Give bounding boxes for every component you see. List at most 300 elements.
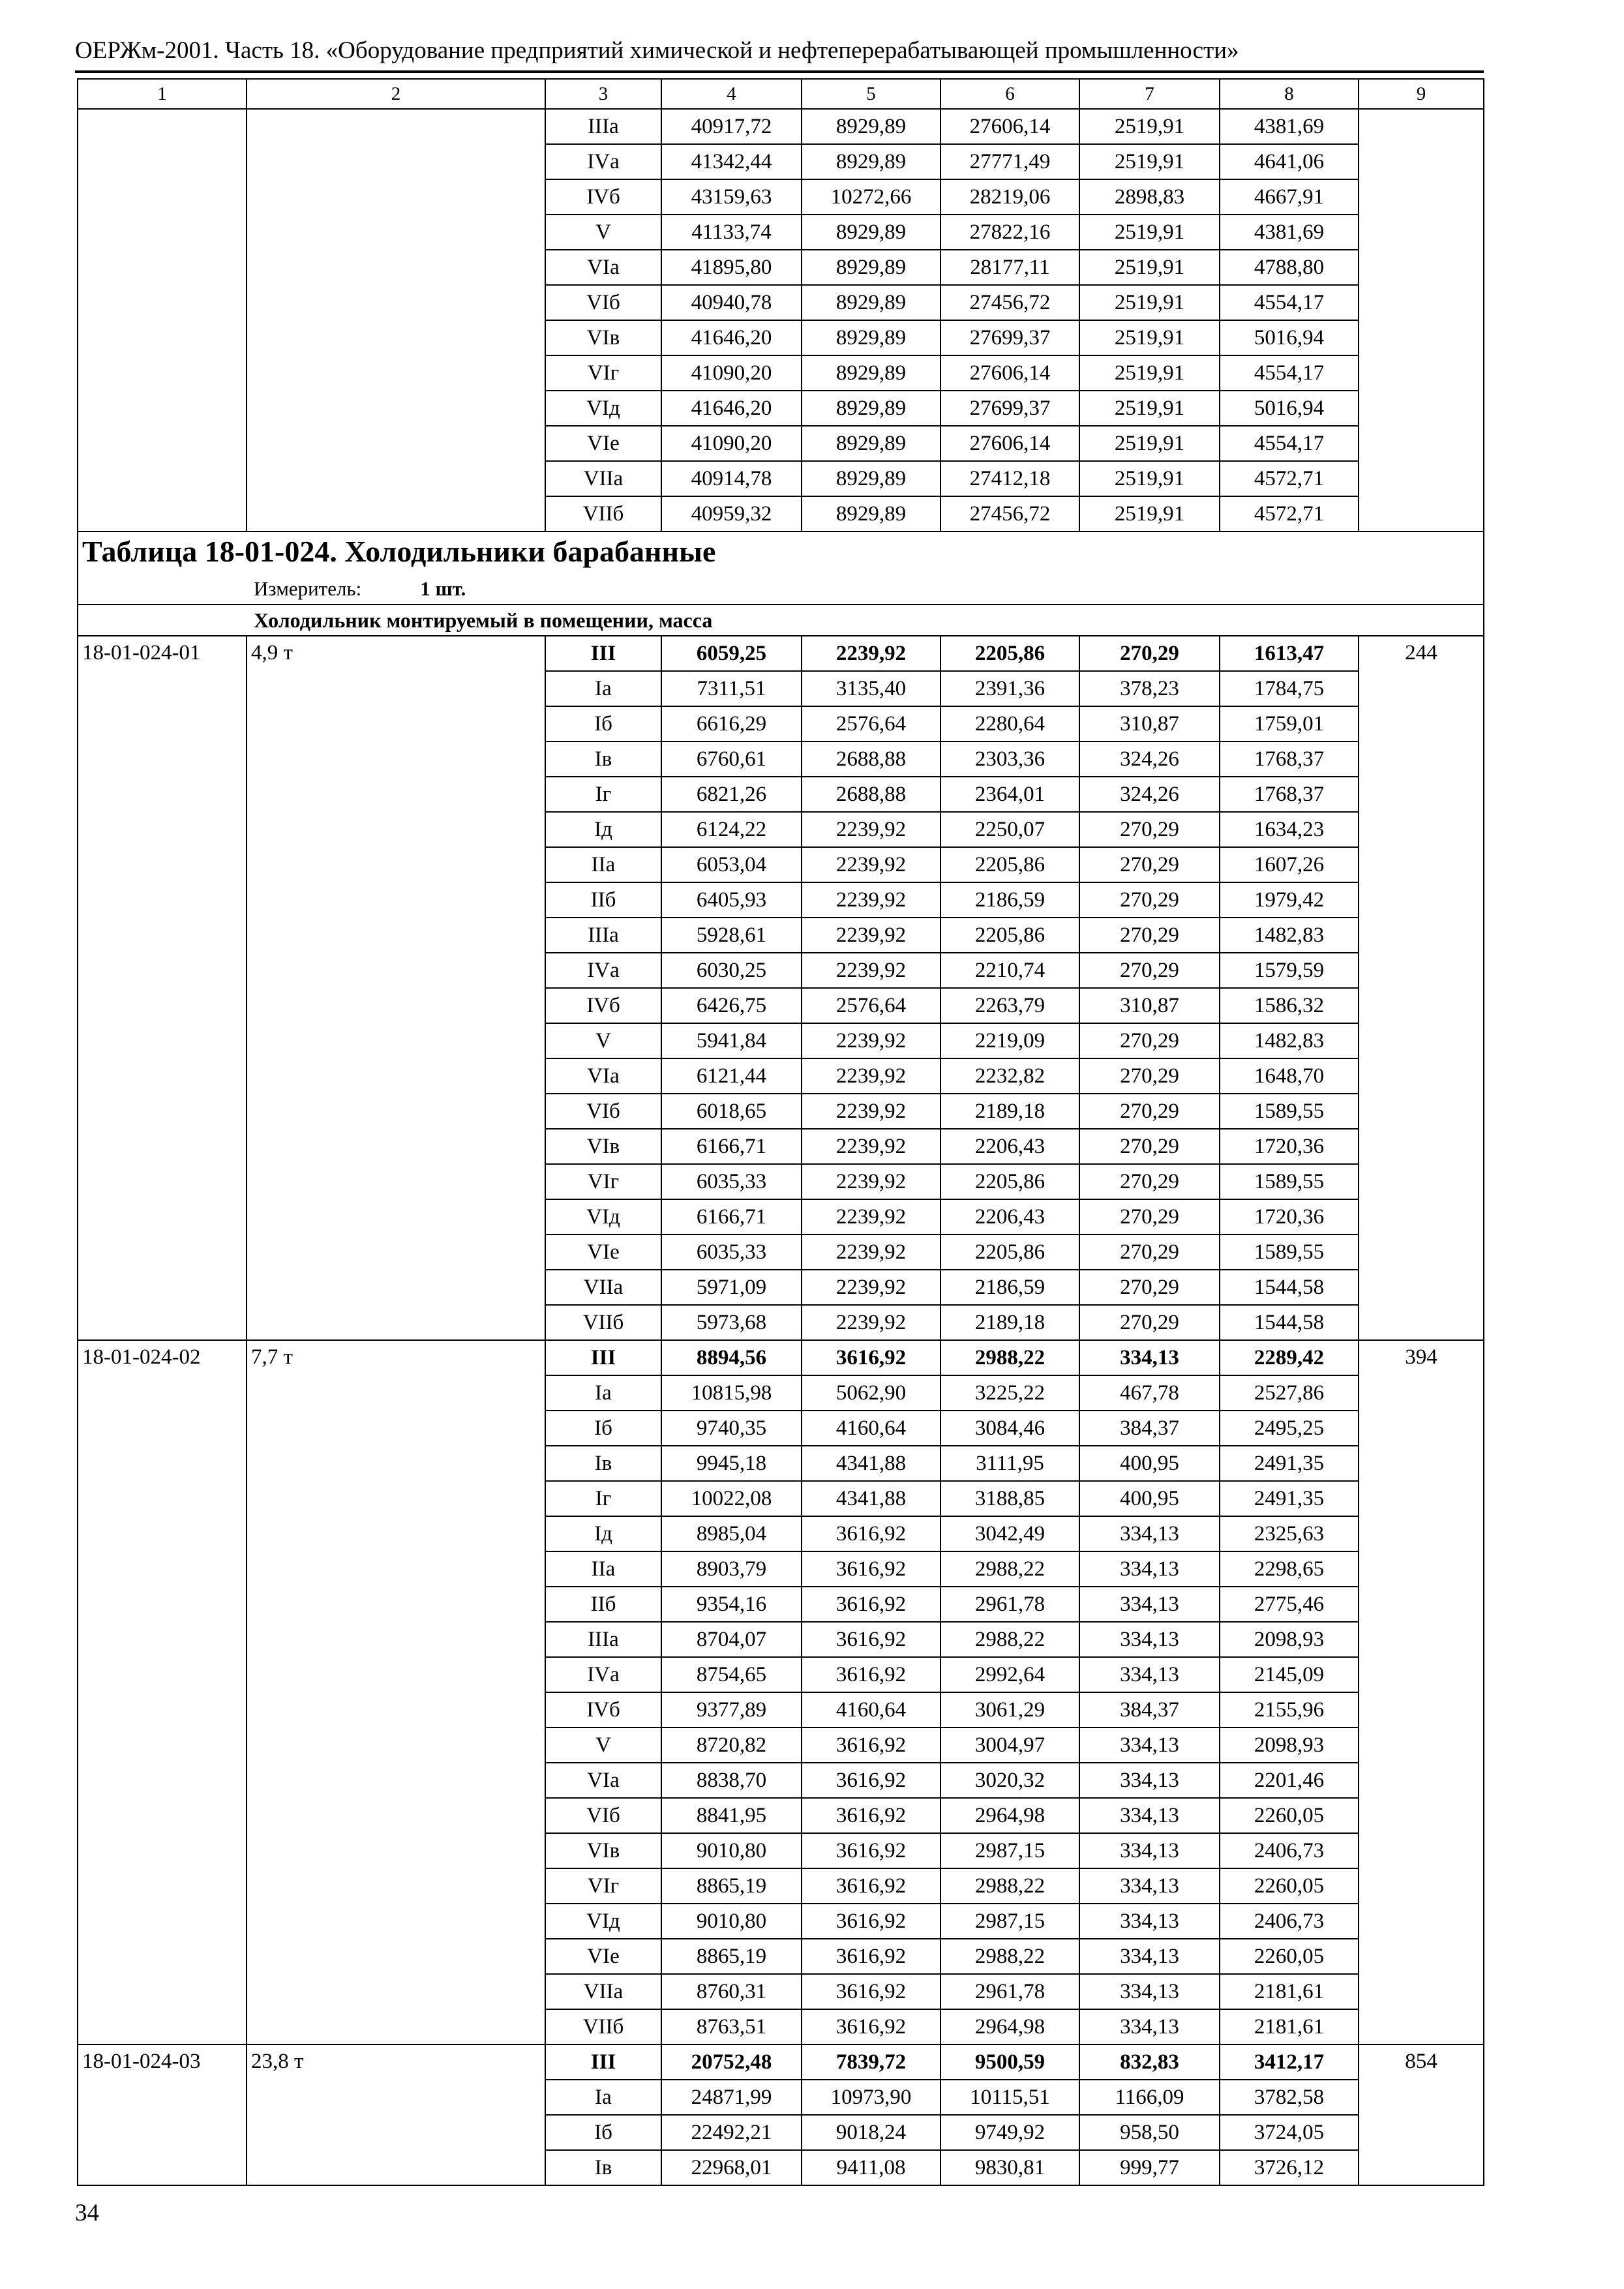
value-cell: 2961,78 bbox=[940, 1587, 1079, 1622]
value-cell: 2201,46 bbox=[1220, 1763, 1359, 1798]
value-cell: 41342,44 bbox=[661, 144, 802, 179]
value-cell: 8929,89 bbox=[802, 285, 940, 320]
value-cell: 1720,36 bbox=[1220, 1129, 1359, 1164]
value-cell: 2239,92 bbox=[802, 1234, 940, 1270]
value-cell: 2280,64 bbox=[940, 706, 1079, 741]
value-cell: 3616,92 bbox=[802, 1974, 940, 2009]
value-cell: 270,29 bbox=[1079, 1129, 1220, 1164]
value-cell: 2519,91 bbox=[1079, 426, 1220, 461]
code-cell: 18-01-024-01 bbox=[78, 636, 247, 1340]
value-cell: 5016,94 bbox=[1220, 320, 1359, 355]
value-cell: 3616,92 bbox=[802, 1587, 940, 1622]
value-cell: 8763,51 bbox=[661, 2009, 802, 2044]
value-cell: 6405,93 bbox=[661, 882, 802, 918]
value-cell: 6053,04 bbox=[661, 847, 802, 882]
value-cell: 832,83 bbox=[1079, 2044, 1220, 2080]
column-number: 5 bbox=[802, 79, 940, 109]
value-cell: 1589,55 bbox=[1220, 1234, 1359, 1270]
value-cell: 10973,90 bbox=[802, 2080, 940, 2115]
mass-cell: 4,9 т bbox=[247, 636, 545, 1340]
value-cell: 384,37 bbox=[1079, 1692, 1220, 1728]
zone-cell: VIд bbox=[545, 1904, 661, 1939]
value-cell: 4554,17 bbox=[1220, 355, 1359, 391]
zone-cell: IIIа bbox=[545, 918, 661, 953]
value-cell: 4572,71 bbox=[1220, 461, 1359, 496]
value-cell: 999,77 bbox=[1079, 2150, 1220, 2185]
mass-cell: 7,7 т bbox=[247, 1340, 545, 2044]
value-cell: 2988,22 bbox=[940, 1868, 1079, 1904]
value-cell: 2239,92 bbox=[802, 918, 940, 953]
zone-cell: Iд bbox=[545, 1516, 661, 1551]
value-cell: 41895,80 bbox=[661, 250, 802, 285]
value-cell: 2519,91 bbox=[1079, 144, 1220, 179]
value-cell: 3020,32 bbox=[940, 1763, 1079, 1798]
column-number: 1 bbox=[78, 79, 247, 109]
value-cell: 6121,44 bbox=[661, 1058, 802, 1094]
value-cell: 2260,05 bbox=[1220, 1798, 1359, 1833]
value-cell: 8929,89 bbox=[802, 355, 940, 391]
value-cell: 2987,15 bbox=[940, 1904, 1079, 1939]
column-number: 7 bbox=[1079, 79, 1220, 109]
value-cell: 3616,92 bbox=[802, 2009, 940, 2044]
value-cell: 27771,49 bbox=[940, 144, 1079, 179]
value-cell: 2232,82 bbox=[940, 1058, 1079, 1094]
value-cell: 1768,37 bbox=[1220, 777, 1359, 812]
value-cell: 2987,15 bbox=[940, 1833, 1079, 1868]
value-cell: 4341,88 bbox=[802, 1481, 940, 1516]
code-cell: 18-01-024-02 bbox=[78, 1340, 247, 2044]
value-cell: 3042,49 bbox=[940, 1516, 1079, 1551]
value-cell: 2576,64 bbox=[802, 706, 940, 741]
value-cell: 2964,98 bbox=[940, 2009, 1079, 2044]
value-cell: 3616,92 bbox=[802, 1728, 940, 1763]
section-row bbox=[78, 605, 1484, 636]
value-cell: 27606,14 bbox=[940, 109, 1079, 144]
value-cell: 41090,20 bbox=[661, 355, 802, 391]
value-cell: 27412,18 bbox=[940, 461, 1079, 496]
value-cell: 3111,95 bbox=[940, 1446, 1079, 1481]
value-cell: 27456,72 bbox=[940, 285, 1079, 320]
value-cell: 270,29 bbox=[1079, 882, 1220, 918]
value-cell: 2155,96 bbox=[1220, 1692, 1359, 1728]
value-cell: 8760,31 bbox=[661, 1974, 802, 2009]
value-cell: 2239,92 bbox=[802, 1129, 940, 1164]
value-cell: 2364,01 bbox=[940, 777, 1079, 812]
unit-value: 1 шт. bbox=[420, 577, 466, 600]
value-cell: 4788,80 bbox=[1220, 250, 1359, 285]
value-cell: 334,13 bbox=[1079, 1939, 1220, 1974]
zone-cell: V bbox=[545, 215, 661, 250]
value-cell: 27606,14 bbox=[940, 355, 1079, 391]
value-cell: 27699,37 bbox=[940, 391, 1079, 426]
value-cell: 9945,18 bbox=[661, 1446, 802, 1481]
value-cell: 2098,93 bbox=[1220, 1622, 1359, 1657]
value-cell: 2688,88 bbox=[802, 741, 940, 777]
price-table bbox=[77, 78, 1484, 2186]
value-cell: 1544,58 bbox=[1220, 1305, 1359, 1340]
page-number: 34 bbox=[75, 2200, 99, 2226]
value-cell: 8929,89 bbox=[802, 215, 940, 250]
code-cell bbox=[78, 109, 247, 531]
value-cell: 334,13 bbox=[1079, 1657, 1220, 1692]
value-cell: 9377,89 bbox=[661, 1692, 802, 1728]
value-cell: 400,95 bbox=[1079, 1446, 1220, 1481]
table-title-row bbox=[78, 531, 1484, 574]
value-cell: 1166,09 bbox=[1079, 2080, 1220, 2115]
value-cell: 1607,26 bbox=[1220, 847, 1359, 882]
value-cell: 8754,65 bbox=[661, 1657, 802, 1692]
value-cell: 6035,33 bbox=[661, 1234, 802, 1270]
value-cell: 2219,09 bbox=[940, 1023, 1079, 1058]
value-cell: 2205,86 bbox=[940, 636, 1079, 671]
zone-cell: Iв bbox=[545, 1446, 661, 1481]
value-cell: 270,29 bbox=[1079, 1094, 1220, 1129]
value-cell: 8929,89 bbox=[802, 144, 940, 179]
column-number: 6 bbox=[940, 79, 1079, 109]
value-cell: 7839,72 bbox=[802, 2044, 940, 2080]
zone-cell: VIд bbox=[545, 391, 661, 426]
value-cell: 2495,25 bbox=[1220, 1411, 1359, 1446]
value-cell: 9740,35 bbox=[661, 1411, 802, 1446]
zone-cell: Iб bbox=[545, 2115, 661, 2150]
value-cell: 2519,91 bbox=[1079, 496, 1220, 531]
zone-cell: VIе bbox=[545, 1234, 661, 1270]
table-row bbox=[78, 1340, 1484, 1375]
value-cell: 2186,59 bbox=[940, 882, 1079, 918]
value-cell: 9749,92 bbox=[940, 2115, 1079, 2150]
value-cell: 6616,29 bbox=[661, 706, 802, 741]
value-cell: 2491,35 bbox=[1220, 1481, 1359, 1516]
value-cell: 4667,91 bbox=[1220, 179, 1359, 215]
value-cell: 27606,14 bbox=[940, 426, 1079, 461]
value-cell: 2260,05 bbox=[1220, 1939, 1359, 1974]
value-cell: 2206,43 bbox=[940, 1199, 1079, 1234]
column-number: 2 bbox=[247, 79, 545, 109]
value-cell: 1768,37 bbox=[1220, 741, 1359, 777]
value-cell: 3616,92 bbox=[802, 1868, 940, 1904]
value-cell: 3616,92 bbox=[802, 1657, 940, 1692]
value-cell: 3616,92 bbox=[802, 1340, 940, 1375]
section-cell bbox=[78, 605, 1484, 636]
zone-cell: VIв bbox=[545, 1129, 661, 1164]
value-cell: 6760,61 bbox=[661, 741, 802, 777]
value-cell: 2205,86 bbox=[940, 1234, 1079, 1270]
zone-cell: VIб bbox=[545, 1798, 661, 1833]
value-cell: 8903,79 bbox=[661, 1551, 802, 1587]
value-cell: 3135,40 bbox=[802, 671, 940, 706]
value-cell: 24871,99 bbox=[661, 2080, 802, 2115]
value-cell: 4381,69 bbox=[1220, 215, 1359, 250]
value-cell: 27456,72 bbox=[940, 496, 1079, 531]
value-cell: 2406,73 bbox=[1220, 1833, 1359, 1868]
value-cell: 270,29 bbox=[1079, 1058, 1220, 1094]
value-cell: 1634,23 bbox=[1220, 812, 1359, 847]
zone-cell: IVа bbox=[545, 144, 661, 179]
value-cell: 2519,91 bbox=[1079, 355, 1220, 391]
column-number: 9 bbox=[1359, 79, 1484, 109]
value-cell: 5971,09 bbox=[661, 1270, 802, 1305]
value-cell: 3084,46 bbox=[940, 1411, 1079, 1446]
value-cell: 2239,92 bbox=[802, 882, 940, 918]
value-cell: 1720,36 bbox=[1220, 1199, 1359, 1234]
zone-cell: VIг bbox=[545, 1164, 661, 1199]
page-header: ОЕРЖм-2001. Часть 18. «Оборудование предприятий химической и нефтеперерабатывающей промышленности» bbox=[75, 37, 1239, 64]
zone-cell: VIд bbox=[545, 1199, 661, 1234]
table-row bbox=[78, 2044, 1484, 2080]
col9-cell: 394 bbox=[1359, 1340, 1484, 2044]
value-cell: 1544,58 bbox=[1220, 1270, 1359, 1305]
value-cell: 3726,12 bbox=[1220, 2150, 1359, 2185]
value-cell: 3225,22 bbox=[940, 1375, 1079, 1411]
value-cell: 2250,07 bbox=[940, 812, 1079, 847]
zone-cell: IVб bbox=[545, 988, 661, 1023]
value-cell: 270,29 bbox=[1079, 1199, 1220, 1234]
value-cell: 3004,97 bbox=[940, 1728, 1079, 1763]
zone-cell: Iд bbox=[545, 812, 661, 847]
value-cell: 4160,64 bbox=[802, 1411, 940, 1446]
value-cell: 310,87 bbox=[1079, 706, 1220, 741]
value-cell: 2391,36 bbox=[940, 671, 1079, 706]
value-cell: 40959,32 bbox=[661, 496, 802, 531]
section-title: Холодильник монтируемый в помещении, масса bbox=[254, 608, 713, 632]
column-number: 4 bbox=[661, 79, 802, 109]
value-cell: 8929,89 bbox=[802, 250, 940, 285]
value-cell: 41133,74 bbox=[661, 215, 802, 250]
value-cell: 1648,70 bbox=[1220, 1058, 1359, 1094]
value-cell: 6018,65 bbox=[661, 1094, 802, 1129]
header-rule bbox=[75, 70, 1484, 73]
zone-cell: V bbox=[545, 1023, 661, 1058]
value-cell: 2189,18 bbox=[940, 1305, 1079, 1340]
zone-cell: Iг bbox=[545, 777, 661, 812]
value-cell: 9010,80 bbox=[661, 1904, 802, 1939]
zone-cell: Iа bbox=[545, 2080, 661, 2115]
value-cell: 8929,89 bbox=[802, 426, 940, 461]
zone-cell: III bbox=[545, 2044, 661, 2080]
value-cell: 8929,89 bbox=[802, 391, 940, 426]
value-cell: 2263,79 bbox=[940, 988, 1079, 1023]
value-cell: 2898,83 bbox=[1079, 179, 1220, 215]
value-cell: 8929,89 bbox=[802, 109, 940, 144]
zone-cell: VIIб bbox=[545, 496, 661, 531]
value-cell: 2210,74 bbox=[940, 953, 1079, 988]
value-cell: 2189,18 bbox=[940, 1094, 1079, 1129]
zone-cell: IVа bbox=[545, 1657, 661, 1692]
value-cell: 1784,75 bbox=[1220, 671, 1359, 706]
value-cell: 334,13 bbox=[1079, 1904, 1220, 1939]
value-cell: 3616,92 bbox=[802, 1516, 940, 1551]
value-cell: 2239,92 bbox=[802, 847, 940, 882]
zone-cell: Iг bbox=[545, 1481, 661, 1516]
value-cell: 2098,93 bbox=[1220, 1728, 1359, 1763]
value-cell: 3724,05 bbox=[1220, 2115, 1359, 2150]
value-cell: 2298,65 bbox=[1220, 1551, 1359, 1587]
value-cell: 1482,83 bbox=[1220, 918, 1359, 953]
zone-cell: Iб bbox=[545, 1411, 661, 1446]
value-cell: 2239,92 bbox=[802, 1094, 940, 1129]
value-cell: 4160,64 bbox=[802, 1692, 940, 1728]
value-cell: 8929,89 bbox=[802, 496, 940, 531]
value-cell: 2406,73 bbox=[1220, 1904, 1359, 1939]
value-cell: 334,13 bbox=[1079, 1974, 1220, 2009]
value-cell: 2519,91 bbox=[1079, 215, 1220, 250]
value-cell: 2491,35 bbox=[1220, 1446, 1359, 1481]
value-cell: 10815,98 bbox=[661, 1375, 802, 1411]
value-cell: 9010,80 bbox=[661, 1833, 802, 1868]
value-cell: 6124,22 bbox=[661, 812, 802, 847]
value-cell: 6426,75 bbox=[661, 988, 802, 1023]
value-cell: 2181,61 bbox=[1220, 1974, 1359, 2009]
value-cell: 334,13 bbox=[1079, 1833, 1220, 1868]
value-cell: 1589,55 bbox=[1220, 1094, 1359, 1129]
value-cell: 22492,21 bbox=[661, 2115, 802, 2150]
value-cell: 3616,92 bbox=[802, 1763, 940, 1798]
value-cell: 310,87 bbox=[1079, 988, 1220, 1023]
value-cell: 28177,11 bbox=[940, 250, 1079, 285]
value-cell: 9500,59 bbox=[940, 2044, 1079, 2080]
value-cell: 270,29 bbox=[1079, 953, 1220, 988]
unit-cell bbox=[78, 574, 1484, 605]
value-cell: 8704,07 bbox=[661, 1622, 802, 1657]
value-cell: 20752,48 bbox=[661, 2044, 802, 2080]
value-cell: 6030,25 bbox=[661, 953, 802, 988]
zone-cell: III bbox=[545, 636, 661, 671]
value-cell: 5016,94 bbox=[1220, 391, 1359, 426]
value-cell: 334,13 bbox=[1079, 1340, 1220, 1375]
zone-cell: VIIб bbox=[545, 2009, 661, 2044]
value-cell: 2519,91 bbox=[1079, 250, 1220, 285]
value-cell: 2576,64 bbox=[802, 988, 940, 1023]
zone-cell: IIа bbox=[545, 1551, 661, 1587]
value-cell: 9018,24 bbox=[802, 2115, 940, 2150]
column-number: 8 bbox=[1220, 79, 1359, 109]
value-cell: 6166,71 bbox=[661, 1199, 802, 1234]
value-cell: 3616,92 bbox=[802, 1904, 940, 1939]
value-cell: 2325,63 bbox=[1220, 1516, 1359, 1551]
value-cell: 334,13 bbox=[1079, 1587, 1220, 1622]
value-cell: 10272,66 bbox=[802, 179, 940, 215]
value-cell: 9411,08 bbox=[802, 2150, 940, 2185]
col9-cell: 854 bbox=[1359, 2044, 1484, 2185]
value-cell: 334,13 bbox=[1079, 2009, 1220, 2044]
value-cell: 378,23 bbox=[1079, 671, 1220, 706]
description-cell bbox=[247, 109, 545, 531]
value-cell: 270,29 bbox=[1079, 847, 1220, 882]
value-cell: 2988,22 bbox=[940, 1340, 1079, 1375]
value-cell: 2181,61 bbox=[1220, 2009, 1359, 2044]
zone-cell: V bbox=[545, 1728, 661, 1763]
zone-cell: VIв bbox=[545, 1833, 661, 1868]
value-cell: 1482,83 bbox=[1220, 1023, 1359, 1058]
value-cell: 3782,58 bbox=[1220, 2080, 1359, 2115]
value-cell: 3616,92 bbox=[802, 1622, 940, 1657]
value-cell: 2239,92 bbox=[802, 1199, 940, 1234]
value-cell: 4641,06 bbox=[1220, 144, 1359, 179]
value-cell: 334,13 bbox=[1079, 1798, 1220, 1833]
zone-cell: IIб bbox=[545, 1587, 661, 1622]
zone-cell: VIIб bbox=[545, 1305, 661, 1340]
value-cell: 8720,82 bbox=[661, 1728, 802, 1763]
unit-row bbox=[78, 574, 1484, 605]
mass-cell: 23,8 т bbox=[247, 2044, 545, 2185]
value-cell: 1586,32 bbox=[1220, 988, 1359, 1023]
value-cell: 400,95 bbox=[1079, 1481, 1220, 1516]
value-cell: 28219,06 bbox=[940, 179, 1079, 215]
value-cell: 2205,86 bbox=[940, 847, 1079, 882]
value-cell: 8865,19 bbox=[661, 1868, 802, 1904]
value-cell: 8865,19 bbox=[661, 1939, 802, 1974]
value-cell: 2303,36 bbox=[940, 741, 1079, 777]
value-cell: 270,29 bbox=[1079, 812, 1220, 847]
value-cell: 2186,59 bbox=[940, 1270, 1079, 1305]
table-row bbox=[78, 109, 1484, 144]
value-cell: 2519,91 bbox=[1079, 285, 1220, 320]
value-cell: 2239,92 bbox=[802, 1270, 940, 1305]
value-cell: 8841,95 bbox=[661, 1798, 802, 1833]
zone-cell: IIIа bbox=[545, 109, 661, 144]
column-number-row bbox=[78, 79, 1484, 109]
value-cell: 3061,29 bbox=[940, 1692, 1079, 1728]
value-cell: 334,13 bbox=[1079, 1728, 1220, 1763]
value-cell: 5062,90 bbox=[802, 1375, 940, 1411]
value-cell: 2239,92 bbox=[802, 1305, 940, 1340]
value-cell: 2519,91 bbox=[1079, 461, 1220, 496]
value-cell: 2239,92 bbox=[802, 1164, 940, 1199]
value-cell: 2239,92 bbox=[802, 1023, 940, 1058]
value-cell: 27699,37 bbox=[940, 320, 1079, 355]
value-cell: 2206,43 bbox=[940, 1129, 1079, 1164]
zone-cell: IVб bbox=[545, 1692, 661, 1728]
zone-cell: VIв bbox=[545, 320, 661, 355]
value-cell: 270,29 bbox=[1079, 918, 1220, 953]
value-cell: 40940,78 bbox=[661, 285, 802, 320]
zone-cell: IVа bbox=[545, 953, 661, 988]
value-cell: 1759,01 bbox=[1220, 706, 1359, 741]
value-cell: 2145,09 bbox=[1220, 1657, 1359, 1692]
value-cell: 6821,26 bbox=[661, 777, 802, 812]
value-cell: 384,37 bbox=[1079, 1411, 1220, 1446]
value-cell: 270,29 bbox=[1079, 1305, 1220, 1340]
value-cell: 8929,89 bbox=[802, 320, 940, 355]
value-cell: 2205,86 bbox=[940, 1164, 1079, 1199]
col9-cell bbox=[1359, 109, 1484, 531]
value-cell: 334,13 bbox=[1079, 1551, 1220, 1587]
value-cell: 2527,86 bbox=[1220, 1375, 1359, 1411]
zone-cell: VIб bbox=[545, 1094, 661, 1129]
value-cell: 41090,20 bbox=[661, 426, 802, 461]
zone-cell: VIг bbox=[545, 355, 661, 391]
value-cell: 334,13 bbox=[1079, 1763, 1220, 1798]
zone-cell: Iв bbox=[545, 741, 661, 777]
zone-cell: VIб bbox=[545, 285, 661, 320]
value-cell: 41646,20 bbox=[661, 320, 802, 355]
value-cell: 9354,16 bbox=[661, 1587, 802, 1622]
table-title-cell bbox=[78, 531, 1484, 574]
value-cell: 8985,04 bbox=[661, 1516, 802, 1551]
value-cell: 1589,55 bbox=[1220, 1164, 1359, 1199]
zone-cell: VIг bbox=[545, 1868, 661, 1904]
value-cell: 958,50 bbox=[1079, 2115, 1220, 2150]
unit-label: Измеритель: bbox=[254, 577, 362, 600]
zone-cell: Iа bbox=[545, 1375, 661, 1411]
col9-cell: 244 bbox=[1359, 636, 1484, 1340]
value-cell: 334,13 bbox=[1079, 1516, 1220, 1551]
value-cell: 270,29 bbox=[1079, 1270, 1220, 1305]
value-cell: 2239,92 bbox=[802, 812, 940, 847]
value-cell: 1579,59 bbox=[1220, 953, 1359, 988]
value-cell: 270,29 bbox=[1079, 636, 1220, 671]
value-cell: 9830,81 bbox=[940, 2150, 1079, 2185]
